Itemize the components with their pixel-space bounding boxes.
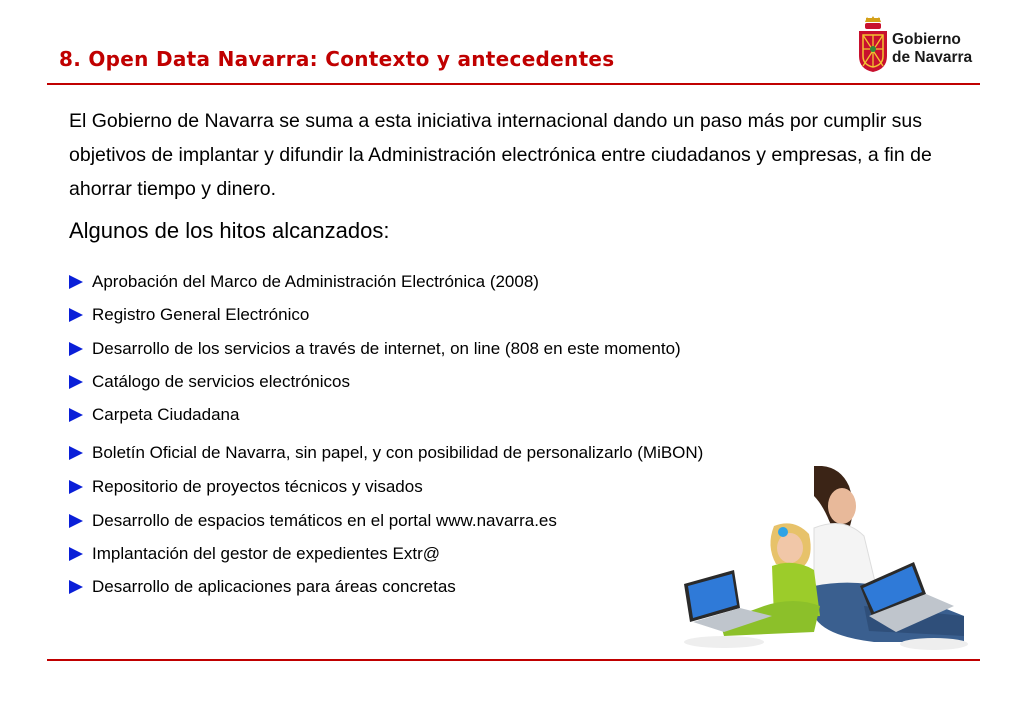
list-item — [69, 337, 681, 361]
triangle-bullet-icon — [69, 342, 83, 356]
triangle-bullet-icon — [69, 408, 83, 422]
list-item-text: Boletín Oficial de Navarra, sin papel, y con posibilidad de personalizarlo (MiBON) — [92, 443, 704, 462]
logo-line-2: de Navarra — [892, 49, 973, 66]
triangle-bullet-icon — [69, 547, 83, 561]
people-with-laptops-photo — [664, 466, 970, 652]
list-item — [69, 403, 239, 427]
header-divider — [47, 83, 980, 85]
triangle-bullet-icon — [69, 308, 83, 322]
list-item-text: Desarrollo de los servicios a través de internet, on line (808 en este momento) — [92, 339, 681, 358]
list-item — [69, 509, 557, 533]
gobierno-navarra-logo — [858, 16, 980, 72]
triangle-bullet-icon — [69, 580, 83, 594]
list-item — [69, 441, 703, 465]
triangle-bullet-icon — [69, 480, 83, 494]
list-item — [69, 303, 309, 327]
milestones-heading: Algunos de los hitos alcanzados: — [69, 218, 390, 243]
logo-line-1: Gobierno — [892, 31, 961, 48]
list-item-text: Catálogo de servicios electrónicos — [92, 372, 350, 391]
list-item — [69, 475, 423, 499]
slide-title: 8. Open Data Navarra: Contexto y antecedentes — [59, 47, 615, 71]
list-item-text: Repositorio de proyectos técnicos y visados — [92, 477, 423, 496]
list-item-text: Implantación del gestor de expedientes Extr@ — [92, 544, 441, 563]
footer-divider — [47, 659, 980, 661]
list-item — [69, 370, 350, 394]
triangle-bullet-icon — [69, 275, 83, 289]
navarra-coat-of-arms-icon — [858, 16, 888, 72]
list-item-text: Registro General Electrónico — [92, 305, 310, 324]
triangle-bullet-icon — [69, 375, 83, 389]
list-item — [69, 575, 456, 599]
list-item-text: Desarrollo de espacios temáticos en el portal www.navarra.es — [92, 511, 557, 530]
triangle-bullet-icon — [69, 514, 83, 528]
intro-paragraph: El Gobierno de Navarra se suma a esta iniciativa internacional dando un paso más por cumplir sus objetivos de implantar y difundir la Administración electrónica entre ciudadanos y empresas, a fin de ahorrar tiempo y dinero. — [69, 110, 932, 200]
list-item-text: Carpeta Ciudadana — [92, 405, 240, 424]
list-item — [69, 542, 440, 566]
list-item — [69, 270, 539, 294]
triangle-bullet-icon — [69, 446, 83, 460]
list-item-text: Aprobación del Marco de Administración Electrónica (2008) — [92, 272, 539, 291]
list-item-text: Desarrollo de aplicaciones para áreas concretas — [92, 577, 456, 596]
